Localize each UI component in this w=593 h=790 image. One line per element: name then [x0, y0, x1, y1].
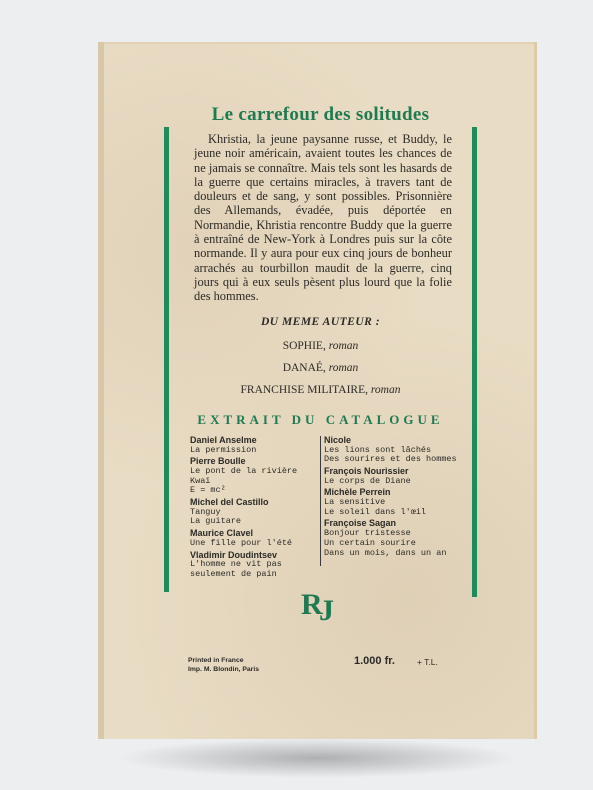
- catalogue-work: La permission: [190, 444, 257, 455]
- catalogue-list: [190, 434, 480, 579]
- svg-text:R: R: [301, 588, 323, 621]
- catalogue-author: Michel del Castillo: [190, 497, 269, 508]
- catalogue-work: La guitare: [190, 516, 242, 527]
- catalogue-work: Tanguy: [190, 506, 221, 517]
- catalogue-work: seulement de pain: [190, 568, 277, 579]
- catalogue-author: Pierre Boulle: [190, 456, 246, 467]
- catalogue-right-column: [324, 434, 484, 558]
- catalogue-author: Nicole: [324, 435, 352, 445]
- price: 1.000 fr.: [354, 655, 395, 667]
- catalogue-work: E = mc²: [190, 485, 226, 496]
- catalogue-divider: [320, 436, 321, 566]
- catalogue-work: Le pont de la rivière Kwaï: [190, 465, 298, 486]
- book-title: Le carrefour des solitudes: [211, 104, 430, 125]
- tax-note: + T.L.: [417, 657, 438, 667]
- publisher-logo-icon: [300, 584, 340, 626]
- catalogue-author: Françoise Sagan: [324, 518, 397, 529]
- catalogue-work: L'homme ne vit pas: [190, 559, 282, 570]
- catalogue-work: Dans un mois, dans un an: [324, 547, 447, 558]
- same-author-book: FRANCHISE MILITAIRE, roman: [240, 384, 401, 396]
- same-author-book: DANAÉ, roman: [282, 362, 359, 374]
- catalogue-left-column: [190, 434, 318, 580]
- catalogue-author: Daniel Anselme: [190, 435, 257, 445]
- imprint-line: Imp. M. Blondin, Paris: [188, 666, 259, 673]
- catalogue-work: Une fille pour l'été: [190, 537, 293, 548]
- imprint-line: Printed in France: [188, 657, 244, 664]
- catalogue-author: François Nourissier: [324, 466, 409, 477]
- catalogue-author: Vladimir Doudintsev: [190, 549, 278, 560]
- book-shadow: [118, 738, 518, 778]
- imprint: [188, 656, 259, 674]
- catalogue-work: La sensitive: [324, 496, 386, 507]
- synopsis-text: Khristia, la jeune paysanne russe, et Buddy, le jeune noir américain, avaient toutes les chances de ne jamais se connaître. Mais tels sont les hasards de la guerre que certains miracles, à travers tant de douleurs et de sang, y sont possibles. Prisonnière des Allemands, évadée, puis déportée en Normandie, Khristia rencontre Buddy que la guerre à entraîné de New-York à Londres puis sur la côte normande. Il y aura pour eux cinq jours de bonheur arrachés au tourbillon maudit de la guerre, cinq jours qui à eux seuls pèsent plus lourd que la folie des hommes.: [194, 132, 452, 304]
- left-green-rule: [164, 127, 169, 592]
- catalogue-work: Le corps de Diane: [324, 475, 411, 486]
- book-back-cover: [98, 42, 537, 739]
- catalogue-heading: EXTRAIT DU CATALOGUE: [197, 412, 444, 427]
- same-author-heading: DU MEME AUTEUR :: [260, 316, 381, 328]
- same-author-book: SOPHIE, roman: [282, 340, 359, 352]
- catalogue-author: Michèle Perrein: [324, 487, 391, 498]
- catalogue-work: Les lions sont lâchés: [324, 444, 432, 455]
- svg-text:J: J: [319, 594, 334, 626]
- catalogue-work: Le soleil dans l'œil: [324, 506, 427, 517]
- catalogue-work: Bonjour tristesse: [324, 527, 411, 538]
- catalogue-author: Maurice Clavel: [190, 528, 254, 539]
- catalogue-work: Un certain sourire: [324, 537, 416, 548]
- catalogue-work: Des sourires et des hommes: [324, 454, 457, 465]
